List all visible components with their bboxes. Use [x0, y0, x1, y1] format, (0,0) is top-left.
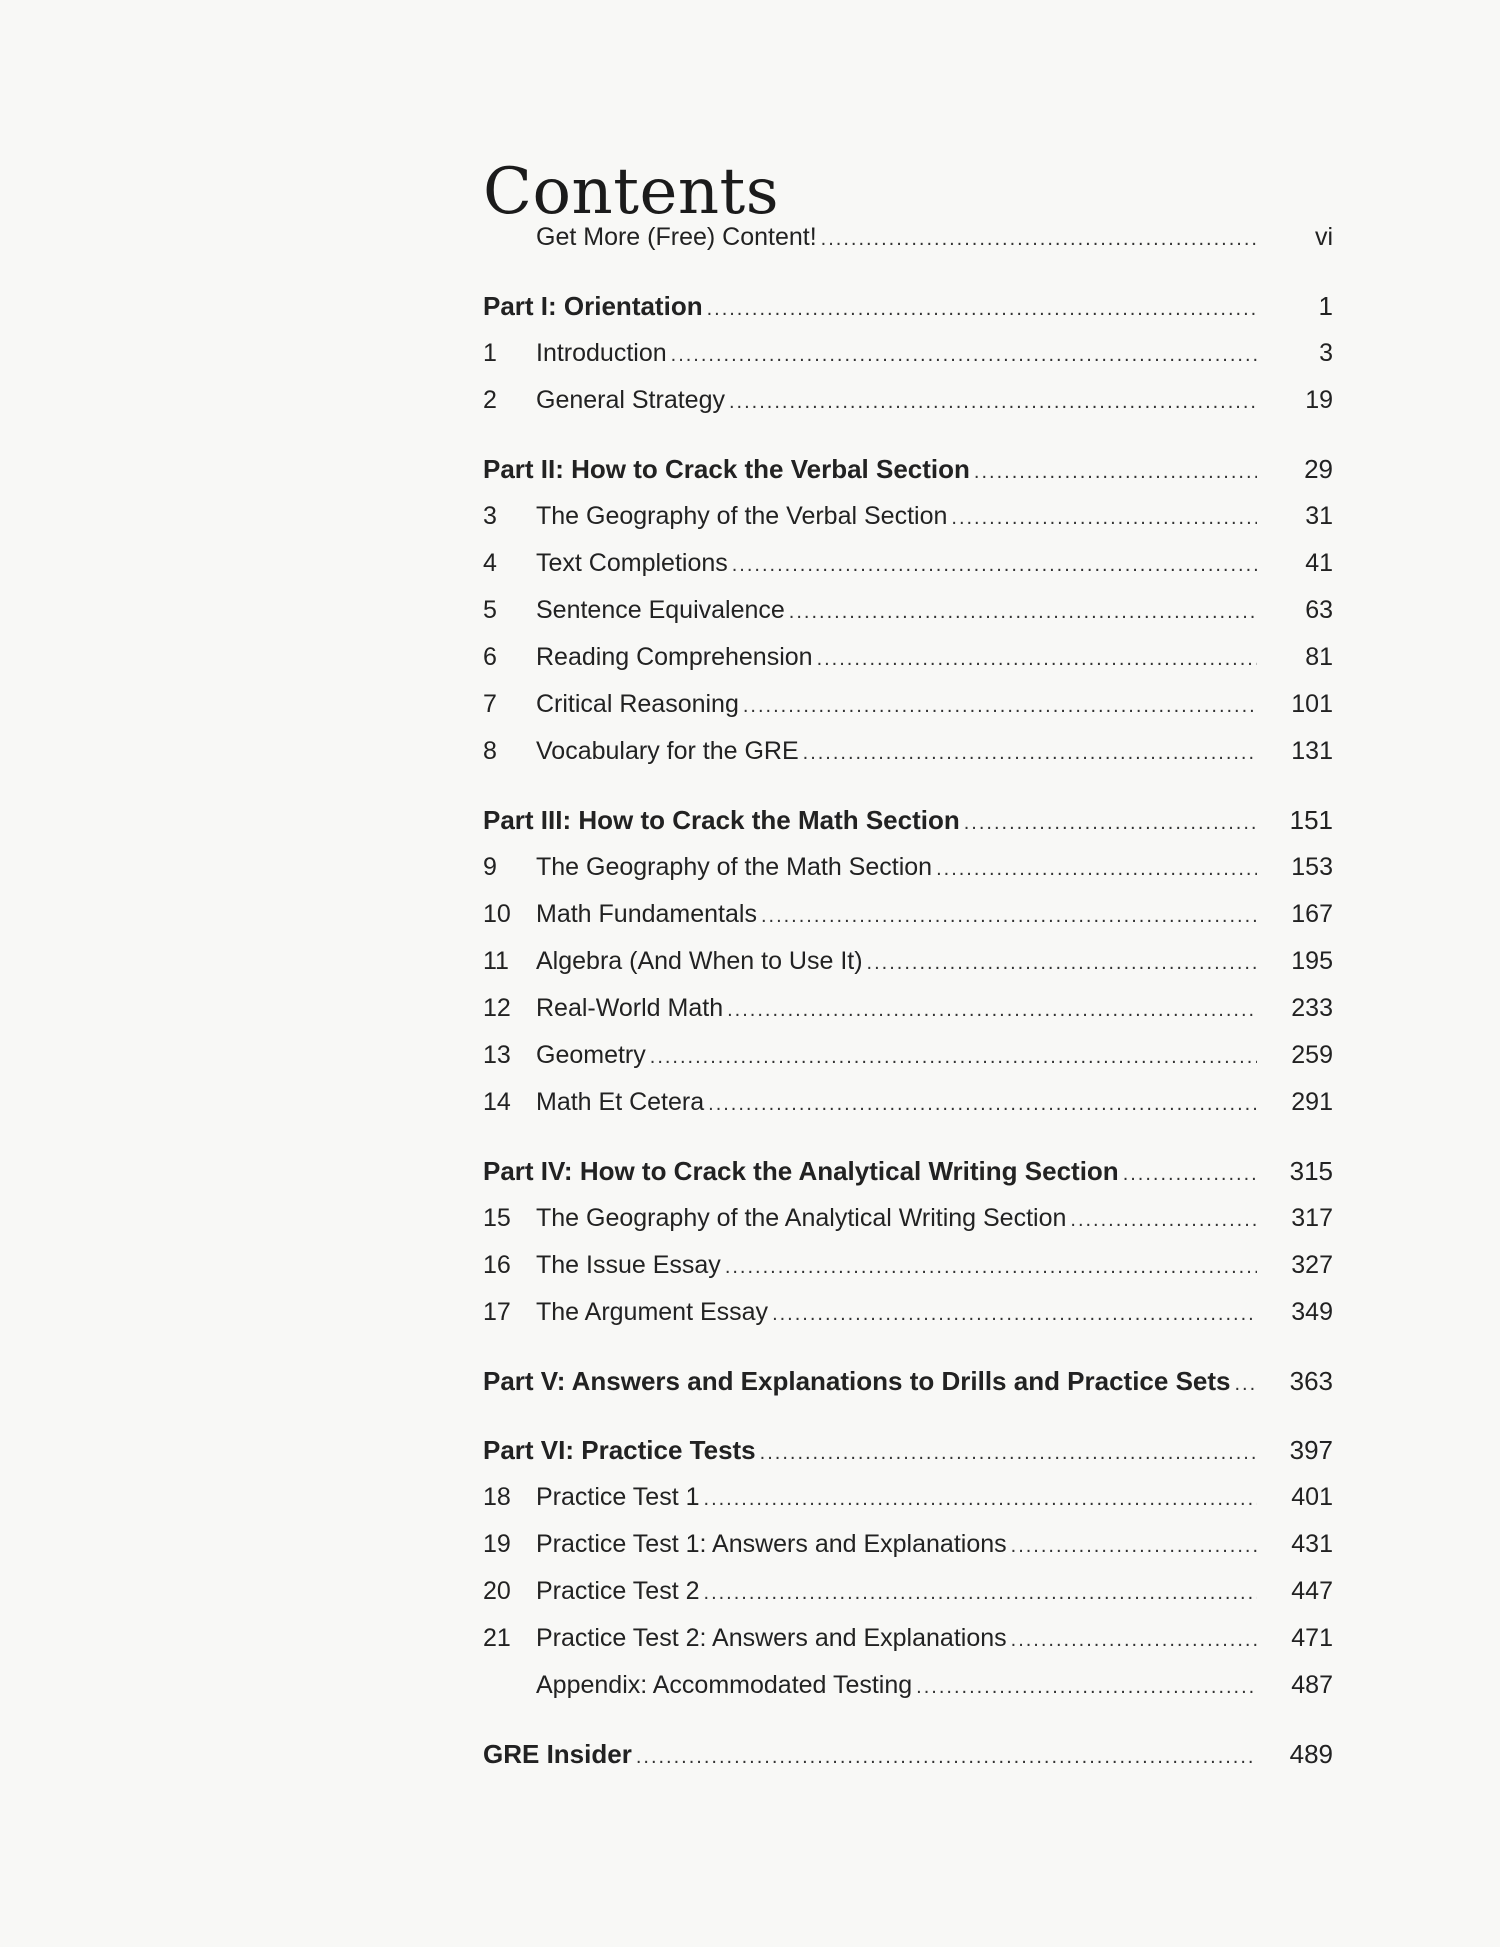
page-number: 101 [1291, 690, 1333, 718]
entry-label-wrap [536, 946, 1257, 978]
entry-title: Real-World Math [536, 994, 724, 1022]
entry-title: Get More (Free) Content! [536, 223, 817, 251]
entry-label-wrap [483, 1435, 1257, 1468]
toc-entry-row[interactable] [483, 222, 1333, 269]
toc-entry-row[interactable] [483, 1670, 1333, 1717]
entry-title: Part I: Orientation [483, 291, 703, 321]
toc-entry-row[interactable] [483, 946, 1333, 993]
dot-leader [772, 1299, 1257, 1329]
dot-leader [789, 597, 1257, 627]
dot-leader [916, 1672, 1257, 1702]
entry-title: Math Et Cetera [536, 1088, 705, 1116]
entry-title: Reading Comprehension [536, 643, 813, 671]
page-number: vi [1314, 223, 1333, 251]
entry-label-wrap [536, 736, 1257, 768]
dot-leader [951, 503, 1257, 533]
page-number: 167 [1291, 900, 1333, 928]
chapter-number: 9 [483, 853, 497, 881]
toc-part-row[interactable] [483, 1435, 1333, 1482]
entry-title: Appendix: Accommodated Testing [536, 1671, 913, 1699]
entry-title: Introduction [536, 339, 667, 367]
entry-label-wrap [483, 291, 1257, 324]
page-number: 471 [1291, 1624, 1333, 1652]
chapter-number: 5 [483, 596, 497, 624]
entry-label-wrap [536, 642, 1257, 674]
dot-leader [974, 457, 1257, 487]
chapter-number: 18 [483, 1483, 511, 1511]
toc-part-row[interactable] [483, 291, 1333, 338]
entry-label-wrap [536, 1482, 1257, 1514]
entry-title: GRE Insider [483, 1739, 632, 1769]
entry-label-wrap [536, 1529, 1257, 1561]
chapter-number: 17 [483, 1298, 511, 1326]
dot-leader [1011, 1625, 1257, 1655]
toc-entry-row[interactable] [483, 1203, 1333, 1250]
entry-label-wrap [536, 595, 1257, 627]
entry-label-wrap [483, 1156, 1257, 1189]
dot-leader [761, 901, 1257, 931]
dot-leader [704, 1484, 1257, 1514]
page-number: 233 [1291, 994, 1333, 1022]
dot-leader [760, 1438, 1257, 1468]
entry-label-wrap [483, 454, 1257, 487]
entry-title: Sentence Equivalence [536, 596, 785, 624]
chapter-number: 20 [483, 1577, 511, 1605]
page-number: 327 [1291, 1251, 1333, 1279]
dot-leader [704, 1578, 1257, 1608]
page-number: 63 [1305, 596, 1333, 624]
dot-leader [964, 808, 1257, 838]
entry-title: Algebra (And When to Use It) [536, 947, 863, 975]
entry-title: General Strategy [536, 386, 725, 414]
entry-title: Part V: Answers and Explanations to Drills and Practice Sets [483, 1366, 1231, 1396]
chapter-number: 6 [483, 643, 497, 671]
page-number: 195 [1291, 947, 1333, 975]
dot-leader [636, 1742, 1257, 1772]
dot-leader [821, 224, 1257, 254]
chapter-number: 13 [483, 1041, 511, 1069]
page-number: 397 [1289, 1435, 1333, 1465]
entry-title: Part IV: How to Crack the Analytical Writing Section [483, 1156, 1119, 1186]
toc-entry-row[interactable] [483, 1623, 1333, 1670]
chapter-number: 12 [483, 994, 511, 1022]
dot-leader [743, 691, 1257, 721]
dot-leader [727, 995, 1257, 1025]
toc-entry-row[interactable] [483, 1482, 1333, 1529]
dot-leader [1123, 1159, 1257, 1189]
chapter-number: 21 [483, 1624, 511, 1652]
dot-leader [725, 1252, 1257, 1282]
dot-leader [817, 644, 1257, 674]
chapter-number: 1 [483, 339, 497, 367]
page-number: 153 [1291, 853, 1333, 881]
dot-leader [936, 854, 1257, 884]
entry-title: Part VI: Practice Tests [483, 1435, 756, 1465]
entry-label-wrap [483, 1366, 1257, 1399]
entry-label-wrap [536, 1087, 1257, 1119]
entry-title: Text Completions [536, 549, 728, 577]
entry-title: The Argument Essay [536, 1298, 769, 1326]
entry-title: The Issue Essay [536, 1251, 721, 1279]
toc-entry-row[interactable] [483, 1297, 1333, 1344]
chapter-number: 8 [483, 737, 497, 765]
page-number: 29 [1304, 454, 1333, 484]
entry-label-wrap [536, 338, 1257, 370]
entry-label-wrap [536, 852, 1257, 884]
page-number: 489 [1289, 1739, 1333, 1769]
toc-entry-row[interactable] [483, 1529, 1333, 1576]
toc-entry-row[interactable] [483, 1250, 1333, 1297]
dot-leader [1011, 1531, 1257, 1561]
entry-title: Geometry [536, 1041, 646, 1069]
page-number: 317 [1291, 1204, 1333, 1232]
toc-entry-row[interactable] [483, 548, 1333, 595]
entry-title: Practice Test 1: Answers and Explanations [536, 1530, 1007, 1558]
chapter-number: 14 [483, 1088, 511, 1116]
toc-entry-row[interactable] [483, 852, 1333, 899]
entry-label-wrap [483, 805, 1257, 838]
page-number: 151 [1289, 805, 1333, 835]
page-number: 431 [1291, 1530, 1333, 1558]
toc-entry-row[interactable] [483, 1576, 1333, 1623]
toc-entry-row[interactable] [483, 1087, 1333, 1134]
entry-label-wrap [483, 1739, 1257, 1772]
page-number: 349 [1291, 1298, 1333, 1326]
entry-title: Practice Test 2: Answers and Explanations [536, 1624, 1007, 1652]
entry-label-wrap [536, 1203, 1257, 1235]
chapter-number: 15 [483, 1204, 511, 1232]
toc-entry-row[interactable] [483, 689, 1333, 736]
chapter-number: 2 [483, 386, 497, 414]
toc-entry-row[interactable] [483, 385, 1333, 432]
entry-title: The Geography of the Analytical Writing Section [536, 1204, 1067, 1232]
page-number: 447 [1291, 1577, 1333, 1605]
toc-part-row[interactable] [483, 1156, 1333, 1203]
table-of-contents [483, 222, 1333, 1786]
toc-entry-row[interactable] [483, 642, 1333, 689]
entry-label-wrap [536, 1623, 1257, 1655]
entry-title: Vocabulary for the GRE [536, 737, 799, 765]
chapter-number: 3 [483, 502, 497, 530]
page-number: 315 [1289, 1156, 1333, 1186]
dot-leader [671, 340, 1257, 370]
dot-leader [1070, 1205, 1257, 1235]
entry-title: Practice Test 2 [536, 1577, 700, 1605]
chapter-number: 16 [483, 1251, 511, 1279]
toc-part-row[interactable] [483, 454, 1333, 501]
chapter-number: 11 [483, 947, 509, 975]
dot-leader [1235, 1369, 1258, 1399]
page-number: 401 [1291, 1483, 1333, 1511]
chapter-number: 19 [483, 1530, 511, 1558]
page-number: 487 [1291, 1671, 1333, 1699]
dot-leader [729, 387, 1257, 417]
entry-label-wrap [536, 222, 1257, 254]
entry-label-wrap [536, 1040, 1257, 1072]
entry-label-wrap [536, 548, 1257, 580]
entry-title: The Geography of the Math Section [536, 853, 933, 881]
toc-part-row[interactable] [483, 1739, 1333, 1786]
page-number: 363 [1289, 1366, 1333, 1396]
dot-leader [867, 948, 1257, 978]
page-number: 291 [1291, 1088, 1333, 1116]
toc-entry-row[interactable] [483, 1040, 1333, 1087]
entry-title: Practice Test 1 [536, 1483, 700, 1511]
chapter-number: 10 [483, 900, 511, 928]
page-number: 3 [1319, 339, 1333, 367]
entry-label-wrap [536, 501, 1257, 533]
entry-label-wrap [536, 1297, 1257, 1329]
entry-label-wrap [536, 1576, 1257, 1608]
entry-title: Part II: How to Crack the Verbal Section [483, 454, 970, 484]
page-title: Contents [483, 154, 780, 229]
entry-title: Critical Reasoning [536, 690, 739, 718]
page-number: 19 [1305, 386, 1333, 414]
entry-label-wrap [536, 993, 1257, 1025]
toc-part-row[interactable] [483, 805, 1333, 852]
toc-entry-row[interactable] [483, 899, 1333, 946]
toc-part-row[interactable] [483, 1366, 1333, 1413]
dot-leader [732, 550, 1257, 580]
toc-entry-row[interactable] [483, 338, 1333, 385]
page-number: 259 [1291, 1041, 1333, 1069]
entry-label-wrap [536, 899, 1257, 931]
entry-title: Math Fundamentals [536, 900, 757, 928]
toc-entry-row[interactable] [483, 736, 1333, 783]
entry-label-wrap [536, 385, 1257, 417]
dot-leader [650, 1042, 1257, 1072]
dot-leader [708, 1089, 1257, 1119]
toc-entry-row[interactable] [483, 501, 1333, 548]
toc-entry-row[interactable] [483, 993, 1333, 1040]
chapter-number: 7 [483, 690, 497, 718]
entry-title: Part III: How to Crack the Math Section [483, 805, 960, 835]
page-number: 31 [1305, 502, 1333, 530]
page-number: 1 [1318, 291, 1333, 321]
dot-leader [803, 738, 1257, 768]
chapter-number: 4 [483, 549, 497, 577]
page-number: 41 [1305, 549, 1333, 577]
page-number: 81 [1305, 643, 1333, 671]
entry-label-wrap [536, 1670, 1257, 1702]
dot-leader [707, 294, 1257, 324]
page-number: 131 [1291, 737, 1333, 765]
entry-label-wrap [536, 1250, 1257, 1282]
entry-label-wrap [536, 689, 1257, 721]
toc-entry-row[interactable] [483, 595, 1333, 642]
entry-title: The Geography of the Verbal Section [536, 502, 948, 530]
